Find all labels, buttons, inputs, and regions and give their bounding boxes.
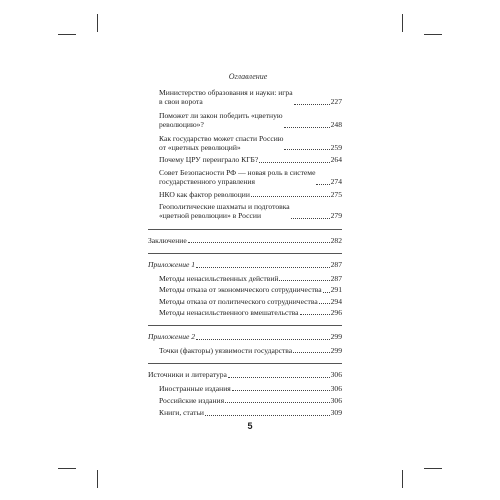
page-ref: 299: [330, 332, 342, 342]
leader-dots: [259, 162, 329, 163]
page-ref: 275: [330, 189, 342, 199]
toc-entry[interactable]: Почему ЦРУ переиграло КГБ? 264: [159, 155, 342, 165]
toc-entry[interactable]: Методы ненасильственных действий 287: [159, 273, 342, 283]
leader-dots: [251, 196, 330, 197]
crop-mark: [424, 34, 442, 35]
page-ref: 287: [330, 260, 342, 270]
crop-mark: [402, 470, 403, 488]
leader-dots: [291, 218, 330, 219]
page-ref: 306: [330, 383, 342, 393]
page-ref: 291: [330, 285, 342, 295]
leader-dots: [225, 402, 330, 403]
leader-dots: [228, 377, 330, 378]
toc-entry[interactable]: Книги, статьи 309: [159, 408, 342, 418]
toc-entry[interactable]: Российские издания 306: [159, 395, 342, 405]
crop-mark: [58, 468, 76, 469]
page-ref: 227: [330, 97, 342, 107]
page-ref: 248: [330, 120, 342, 130]
toc-entry[interactable]: Точки (факторы) уязвимости государства 299: [159, 345, 342, 355]
leader-dots: [196, 267, 330, 268]
leader-dots: [232, 390, 330, 391]
leader-dots: [196, 339, 330, 340]
page-ref: 282: [330, 235, 342, 245]
leader-dots: [284, 127, 330, 128]
page-ref: 287: [330, 273, 342, 283]
page-ref: 299: [330, 345, 342, 355]
page-ref: 259: [330, 143, 342, 153]
toc-entry[interactable]: Как государство может спасти Россию от «цветных революций» 259: [159, 133, 342, 153]
toc-entry[interactable]: Поможет ли закон победить «цветную революцию»? 248: [159, 110, 342, 130]
section-divider: [148, 325, 342, 326]
crop-mark: [97, 470, 98, 488]
toc-entry-appendix-1[interactable]: Приложение 1 287: [148, 260, 342, 270]
page-ref: 306: [330, 370, 342, 380]
section-divider: [148, 229, 342, 230]
leader-dots: [188, 242, 330, 243]
leader-dots: [319, 303, 330, 304]
toc-entry[interactable]: Иностранные издания 306: [159, 383, 342, 393]
toc-entry[interactable]: Методы ненасильственного вмешательства 296: [159, 307, 342, 317]
crop-mark: [97, 14, 98, 32]
leader-dots: [293, 352, 329, 353]
table-of-contents: [148, 88, 342, 418]
toc-entry[interactable]: Министерство образования и науки: игра в свои ворота 227: [159, 88, 342, 107]
page-ref: 296: [330, 307, 342, 317]
leader-dots: [294, 104, 330, 105]
toc-entry-sources[interactable]: Источники и литература 306: [148, 370, 342, 380]
page-header: Оглавление: [228, 72, 268, 81]
leader-dots: [300, 314, 330, 315]
section-divider: [148, 363, 342, 364]
toc-entry[interactable]: Методы отказа от экономического сотрудничества 291: [159, 285, 342, 295]
page-ref: 264: [330, 155, 342, 165]
page-ref: 279: [330, 211, 342, 221]
leader-dots: [323, 292, 330, 293]
toc-entry[interactable]: НКО как фактор революции 275: [159, 189, 342, 199]
toc-entry[interactable]: Совет Безопасности РФ — новая роль в системе государственного управления 274: [159, 167, 342, 187]
crop-mark: [424, 468, 442, 469]
page-ref: 274: [330, 177, 342, 187]
toc-entry[interactable]: Методы отказа от политического сотрудничества 294: [159, 296, 342, 306]
leader-dots: [316, 184, 329, 185]
page-ref: 294: [330, 296, 342, 306]
toc-entry[interactable]: Геополитические шахматы и подготовка «цветной революции» в России 279: [159, 202, 342, 221]
leader-dots: [279, 280, 329, 281]
leader-dots: [205, 415, 330, 416]
toc-entry-appendix-2[interactable]: Приложение 2 299: [148, 332, 342, 342]
page-ref: 306: [330, 395, 342, 405]
crop-mark: [402, 14, 403, 32]
page-ref: 309: [330, 408, 342, 418]
leader-dots: [284, 149, 329, 150]
section-divider: [148, 253, 342, 254]
toc-entry-conclusion[interactable]: Заключение 282: [148, 235, 342, 245]
page-number: 5: [247, 421, 253, 431]
crop-mark: [58, 34, 76, 35]
